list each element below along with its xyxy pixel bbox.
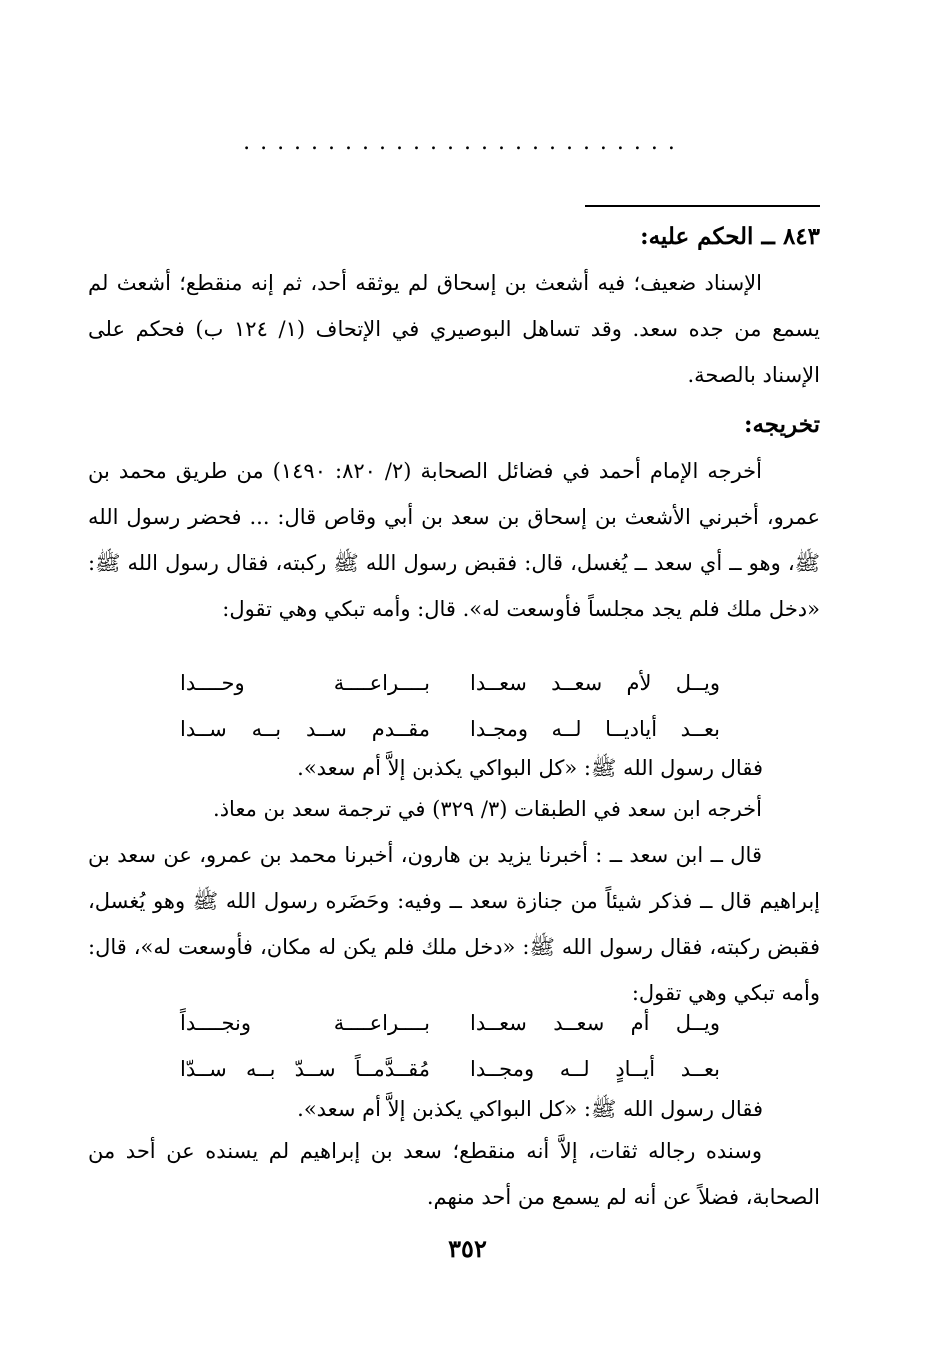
hemistich: مقــدم ســد بــه ســدا — [180, 717, 430, 741]
hukm-heading: ٨٤٣ ــ الحكم عليه: — [640, 223, 820, 250]
hemistich: مُقــدَّمــاً ســدّ بــه ســدّا — [180, 1057, 430, 1081]
takhrij-continued — [88, 786, 820, 1016]
takhrij-section — [88, 402, 820, 632]
hemistich: ويــل أم سعــد سعــدا — [470, 1011, 720, 1035]
poem-1 — [180, 660, 720, 752]
hemistich: بعــد أياديــا لــه ومجـدا — [470, 717, 720, 741]
conclusion-paragraph: وسنده رجاله ثقات، إلاَّ أنه منقطع؛ سعد بن إبراهيم لم يسنده عن أحد من الصحابة، فضلاً عن أنه لم يسمع من أحد منهم. — [88, 1139, 820, 1209]
takhrij-paragraph-3: قال ــ ابن سعد ــ : أخبرنا يزيد بن هارون، أخبرنا محمد بن عمرو، عن سعد بن إبراهيم قال ــ فذكر شيئاً من جنازة سعد ــ وفيه: وحَضَره رسول الله ﷺ وهو يُغسل، فقبض ركبته، فقال رسول الله ﷺ: «دخل ملك فلم يكن له مكان، فأوسعت له»، قال: وأمه تبكي وهي تقول: — [88, 843, 820, 1005]
page-number: ٣٥٢ — [448, 1234, 487, 1263]
conclusion-section — [88, 1128, 820, 1220]
dotted-separator: .......................... — [243, 130, 685, 155]
hadith-line-1: فقال رسول الله ﷺ: «كل البواكي يكذبن إلاَّ أم سعد». — [297, 756, 763, 780]
hemistich: ويــل لأم سعــد سعــدا — [470, 671, 720, 695]
hemistich: بــــراعــــة ونجــــداً — [180, 1011, 430, 1035]
poem-1-verse-1 — [180, 660, 720, 706]
hemistich: بعــد أيــادٍ لــه ومجــدا — [470, 1057, 720, 1081]
hukm-section — [88, 214, 820, 398]
hemistich: بــــراعــــة وحــــدا — [180, 671, 430, 695]
takhrij-paragraph-1: أخرجه الإمام أحمد في فضائل الصحابة (٢/ ٨٢٠: ١٤٩٠) من طريق محمد بن عمرو، أخبرني الأشعث بن إسحاق بن سعد بن أبي وقاص قال: ... فحضر رسول الله ﷺ، وهو ــ أي سعد ــ يُغسل، قال: فقبض رسول الله ﷺ ركبته، فقال رسول الله ﷺ: «دخل ملك فلم يجد مجلساً فأوسعت له». قال: وأمه تبكي وهي تقول: — [88, 459, 820, 621]
takhrij-paragraph-2: أخرجه ابن سعد في الطبقات (٣/ ٣٢٩) في ترجمة سعد بن معاذ. — [213, 797, 762, 821]
hadith-line-2: فقال رسول الله ﷺ: «كل البواكي يكذبن إلاَّ أم سعد». — [297, 1097, 763, 1121]
takhrij-heading: تخريجه: — [743, 411, 820, 438]
hukm-paragraph: الإسناد ضعيف؛ فيه أشعث بن إسحاق لم يوثقه أحد، ثم إنه منقطع؛ أشعث لم يسمع من جده سعد. وقد تساهل البوصيري في الإتحاف (١/ ١٢٤ ب) فحكم على الإسناد بالصحة. — [88, 271, 820, 387]
poem-2-verse-1 — [180, 1000, 720, 1046]
poem-2 — [180, 1000, 720, 1092]
footnote-rule — [585, 205, 820, 207]
